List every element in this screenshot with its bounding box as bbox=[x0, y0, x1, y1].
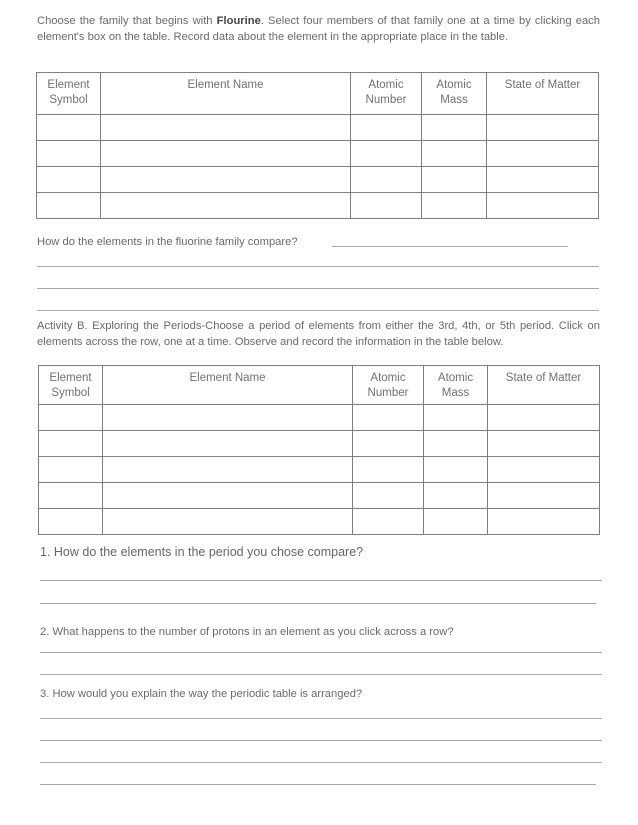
table-row bbox=[39, 405, 600, 431]
table-row bbox=[39, 431, 600, 457]
answer-line[interactable] bbox=[40, 784, 596, 785]
header-state-of-matter: State of Matter bbox=[487, 73, 599, 115]
symbol-cell[interactable] bbox=[39, 483, 103, 509]
table-row bbox=[39, 509, 600, 535]
answer-line[interactable] bbox=[332, 246, 568, 247]
name-cell[interactable] bbox=[103, 483, 353, 509]
name-cell[interactable] bbox=[103, 457, 353, 483]
answer-line[interactable] bbox=[40, 652, 602, 653]
table-row bbox=[39, 483, 600, 509]
question-1: 1. How do the elements in the period you chose compare? bbox=[40, 545, 364, 559]
table-row bbox=[37, 193, 599, 219]
atomic-number-cell[interactable] bbox=[351, 167, 422, 193]
header-element-name: Element Name bbox=[103, 366, 353, 405]
atomic-number-cell[interactable] bbox=[351, 141, 422, 167]
answer-line[interactable] bbox=[40, 740, 602, 741]
state-cell[interactable] bbox=[488, 483, 600, 509]
atomic-number-cell[interactable] bbox=[353, 405, 424, 431]
symbol-cell[interactable] bbox=[37, 193, 101, 219]
atomic-mass-cell[interactable] bbox=[424, 509, 488, 535]
name-cell[interactable] bbox=[103, 509, 353, 535]
answer-line[interactable] bbox=[40, 580, 602, 581]
atomic-mass-cell[interactable] bbox=[422, 141, 487, 167]
name-cell[interactable] bbox=[101, 141, 351, 167]
intro-instructions: Choose the family that begins with Flourine. Select four members of that family one at a time by clicking each element's box on the table. Record data about the element in the appropriate place in the table. bbox=[37, 15, 601, 43]
table-row bbox=[37, 167, 599, 193]
state-cell[interactable] bbox=[488, 457, 600, 483]
answer-line[interactable] bbox=[40, 718, 602, 719]
period-table bbox=[38, 365, 600, 535]
answer-line[interactable] bbox=[40, 762, 602, 763]
header-element-symbol: Element Symbol bbox=[37, 73, 101, 115]
state-cell[interactable] bbox=[487, 115, 599, 141]
name-cell[interactable] bbox=[103, 431, 353, 457]
state-cell[interactable] bbox=[488, 405, 600, 431]
fluorine-question: How do the elements in the fluorine family compare? bbox=[37, 236, 298, 248]
answer-line[interactable] bbox=[37, 310, 599, 311]
answer-line[interactable] bbox=[37, 266, 599, 267]
atomic-number-cell[interactable] bbox=[353, 457, 424, 483]
symbol-cell[interactable] bbox=[37, 141, 101, 167]
symbol-cell[interactable] bbox=[37, 115, 101, 141]
atomic-mass-cell[interactable] bbox=[424, 431, 488, 457]
atomic-mass-cell[interactable] bbox=[422, 167, 487, 193]
answer-line[interactable] bbox=[37, 288, 599, 289]
header-atomic-mass: Atomic Mass bbox=[422, 73, 487, 115]
state-cell[interactable] bbox=[487, 141, 599, 167]
header-atomic-number: Atomic Number bbox=[353, 366, 424, 405]
symbol-cell[interactable] bbox=[39, 457, 103, 483]
activity-b-instructions: Activity B. Exploring the Periods-Choose a period of elements from either the 3rd, 4th, or 5th period. Click on elements across the row, one at a time. Observe and record the information in the table below. bbox=[37, 320, 600, 348]
table-row bbox=[37, 115, 599, 141]
atomic-number-cell[interactable] bbox=[353, 431, 424, 457]
header-atomic-mass: Atomic Mass bbox=[424, 366, 488, 405]
answer-line[interactable] bbox=[40, 603, 596, 604]
header-state-of-matter: State of Matter bbox=[488, 366, 600, 405]
symbol-cell[interactable] bbox=[39, 431, 103, 457]
name-cell[interactable] bbox=[101, 115, 351, 141]
answer-line[interactable] bbox=[40, 674, 602, 675]
header-atomic-number: Atomic Number bbox=[351, 73, 422, 115]
state-cell[interactable] bbox=[488, 509, 600, 535]
symbol-cell[interactable] bbox=[39, 509, 103, 535]
atomic-number-cell[interactable] bbox=[353, 483, 424, 509]
header-element-symbol: Element Symbol bbox=[39, 366, 103, 405]
header-element-name: Element Name bbox=[101, 73, 351, 115]
table-row bbox=[39, 457, 600, 483]
question-3: 3. How would you explain the way the periodic table is arranged? bbox=[40, 688, 363, 700]
table-row bbox=[37, 141, 599, 167]
fluorine-family-table bbox=[36, 72, 599, 219]
question-2: 2. What happens to the number of protons in an element as you click across a row? bbox=[40, 626, 454, 638]
family-name: Flourine bbox=[216, 15, 261, 27]
symbol-cell[interactable] bbox=[37, 167, 101, 193]
name-cell[interactable] bbox=[103, 405, 353, 431]
state-cell[interactable] bbox=[487, 167, 599, 193]
state-cell[interactable] bbox=[488, 431, 600, 457]
atomic-mass-cell[interactable] bbox=[424, 405, 488, 431]
atomic-mass-cell[interactable] bbox=[422, 193, 487, 219]
atomic-number-cell[interactable] bbox=[351, 193, 422, 219]
atomic-mass-cell[interactable] bbox=[424, 457, 488, 483]
symbol-cell[interactable] bbox=[39, 405, 103, 431]
name-cell[interactable] bbox=[101, 193, 351, 219]
name-cell[interactable] bbox=[101, 167, 351, 193]
atomic-mass-cell[interactable] bbox=[422, 115, 487, 141]
atomic-number-cell[interactable] bbox=[351, 115, 422, 141]
atomic-number-cell[interactable] bbox=[353, 509, 424, 535]
atomic-mass-cell[interactable] bbox=[424, 483, 488, 509]
state-cell[interactable] bbox=[487, 193, 599, 219]
